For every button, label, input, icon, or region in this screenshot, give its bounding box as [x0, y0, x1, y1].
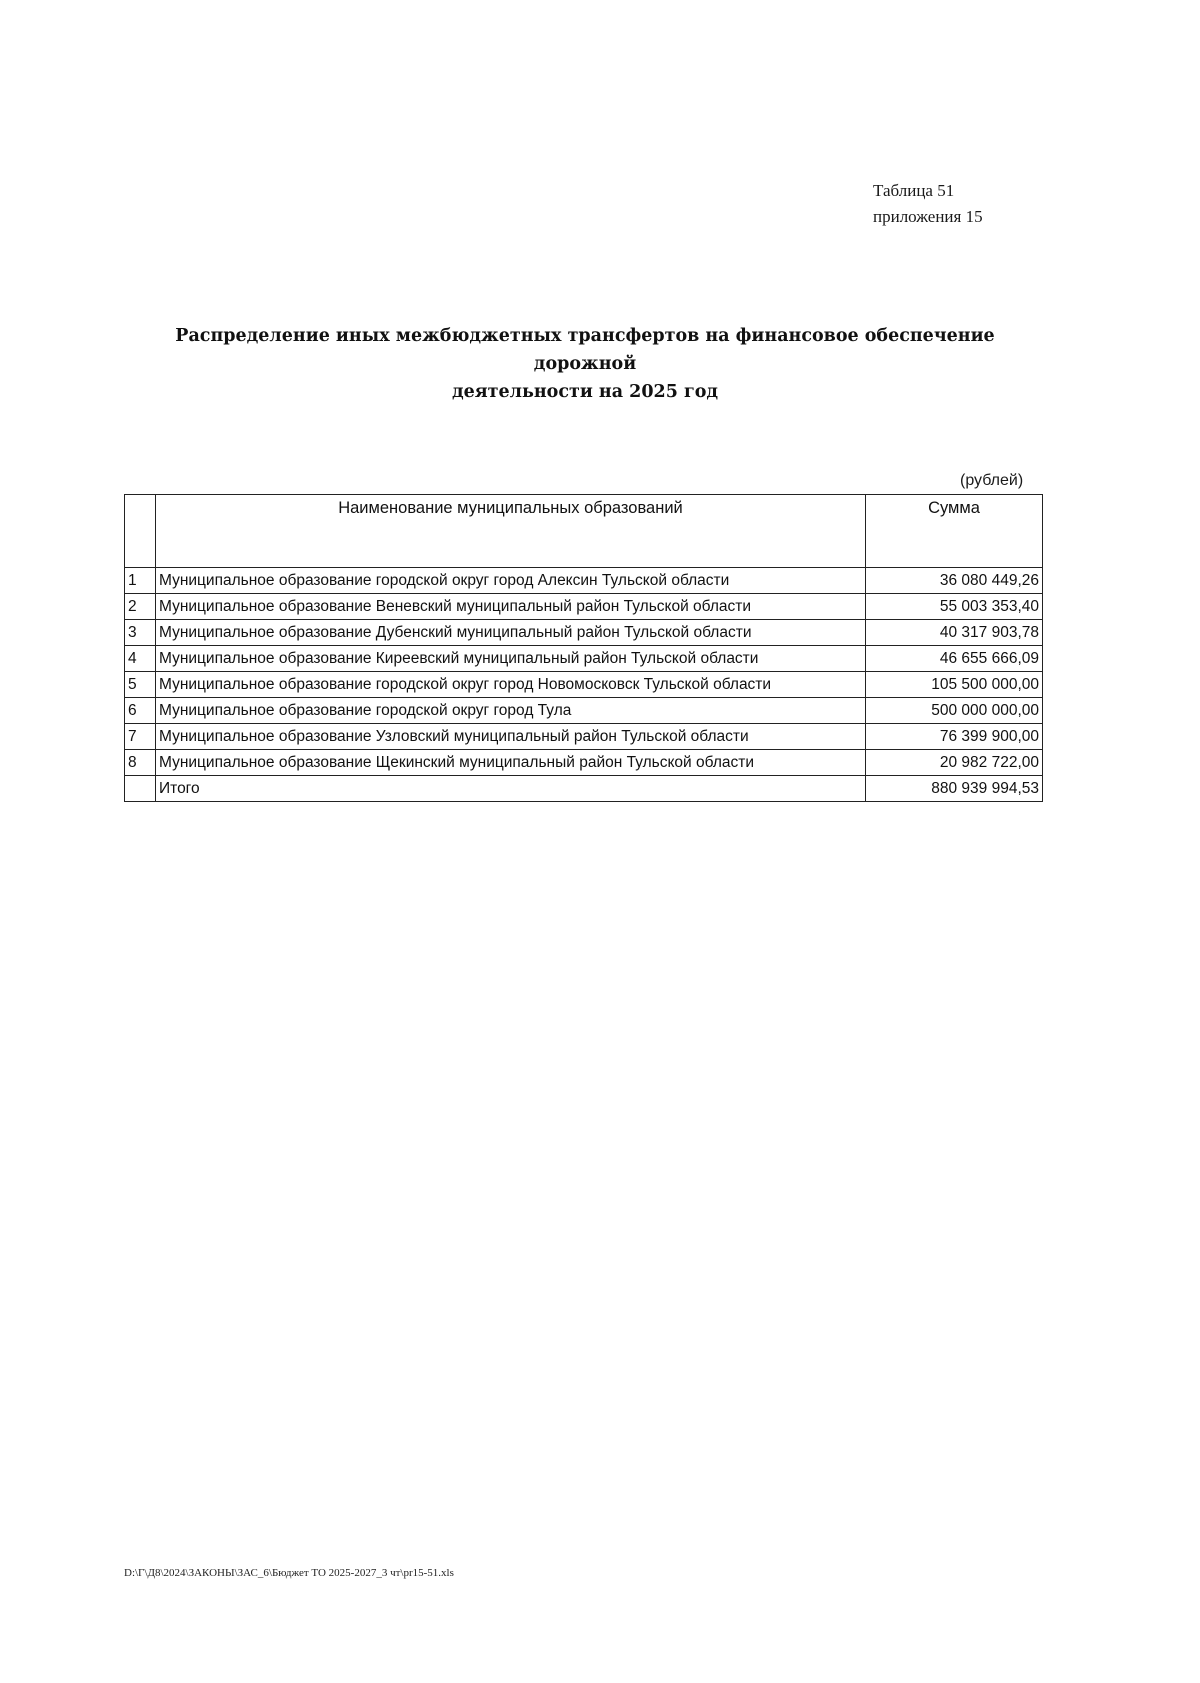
units-label: (рублей): [960, 472, 1024, 489]
table-row: [125, 620, 1043, 646]
total-number: [125, 776, 156, 802]
table-row: [125, 724, 1043, 750]
amount: 105 500 000,00: [866, 672, 1043, 698]
column-header-number: [125, 495, 156, 568]
amount: 40 317 903,78: [866, 620, 1043, 646]
row-number: 5: [125, 672, 156, 698]
document-reference: [873, 178, 983, 230]
amount: 500 000 000,00: [866, 698, 1043, 724]
municipality-name: Муниципальное образование городской округ город Новомосковск Тульской области: [156, 672, 866, 698]
table-row: [125, 568, 1043, 594]
municipality-name: Муниципальное образование городской округ город Алексин Тульской области: [156, 568, 866, 594]
table-number-label: Таблица 51: [873, 181, 955, 200]
row-number: 7: [125, 724, 156, 750]
table-row: [125, 646, 1043, 672]
municipality-name: Муниципальное образование Веневский муниципальный район Тульской области: [156, 594, 866, 620]
amount: 46 655 666,09: [866, 646, 1043, 672]
row-number: 1: [125, 568, 156, 594]
row-number: 4: [125, 646, 156, 672]
municipality-name: Муниципальное образование Щекинский муниципальный район Тульской области: [156, 750, 866, 776]
table-row: [125, 750, 1043, 776]
appendix-label: приложения 15: [873, 207, 983, 226]
column-header-sum: Сумма: [866, 495, 1043, 568]
amount: 55 003 353,40: [866, 594, 1043, 620]
table-row: [125, 594, 1043, 620]
column-header-name: Наименование муниципальных образований: [156, 495, 866, 568]
title-line-1: Распределение иных межбюджетных трансфертов на финансовое обеспечение дорожной: [175, 326, 995, 374]
total-label: Итого: [156, 776, 866, 802]
amount: 20 982 722,00: [866, 750, 1043, 776]
amount: 36 080 449,26: [866, 568, 1043, 594]
municipality-name: Муниципальное образование городской округ город Тула: [156, 698, 866, 724]
title-line-2: деятельности на 2025 год: [451, 382, 719, 402]
table-row: [125, 672, 1043, 698]
total-row: [125, 776, 1043, 802]
table-header-row: [125, 495, 1043, 568]
amount: 76 399 900,00: [866, 724, 1043, 750]
municipality-name: Муниципальное образование Узловский муниципальный район Тульской области: [156, 724, 866, 750]
row-number: 6: [125, 698, 156, 724]
total-amount: 880 939 994,53: [866, 776, 1043, 802]
row-number: 3: [125, 620, 156, 646]
table-row: [125, 698, 1043, 724]
document-title: [140, 322, 1030, 406]
municipality-name: Муниципальное образование Киреевский муниципальный район Тульской области: [156, 646, 866, 672]
row-number: 2: [125, 594, 156, 620]
row-number: 8: [125, 750, 156, 776]
municipality-name: Муниципальное образование Дубенский муниципальный район Тульской области: [156, 620, 866, 646]
file-path: D:\Г\Д8\2024\ЗАКОНЫ\ЗАС_6\Бюджет ТО 2025-2027_3 чт\pr15-51.xls: [124, 1567, 454, 1579]
transfers-table: [124, 494, 1043, 802]
